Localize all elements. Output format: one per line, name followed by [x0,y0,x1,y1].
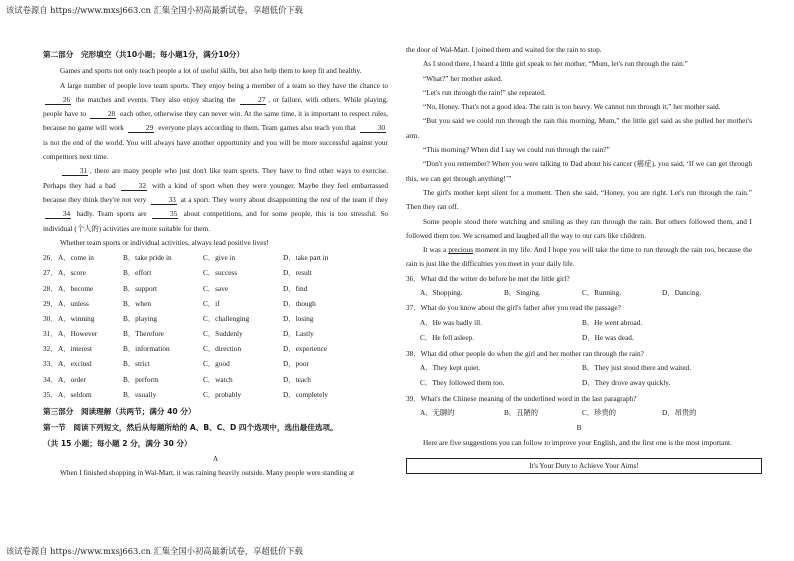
option-d[interactable]: D．find [283,283,308,293]
option-c[interactable]: C．They followed them too. [420,378,505,388]
part2-heading: 第二部分 完形填空（共10小题；每小题1分，满分10分） [43,50,245,59]
option-a[interactable]: A．interest [58,344,93,354]
option-c[interactable]: C．challenging [203,313,250,323]
option-a[interactable]: A．无聊的 [420,407,455,417]
question-38 [406,347,752,392]
option-c[interactable]: C．good [203,359,230,369]
passage-line: Some people stood there watching and smiling as they ran through the rain. But others followed them, and I followed them too. We screamed and laughed all the way to our cars like children. [406,216,752,240]
option-b[interactable]: B．effort [123,268,152,278]
question-stem: 39．What's the Chinese meaning of the underlined word in the last paragraph? [406,393,637,403]
option-row [406,406,752,421]
cloze-paragraph-2: A large number of people love team sports. They enjoy being a member of a team so they have the chance to 26 the matches and events. They also enjoy sharing the 27 , or failure, with others. While playing, people have to 28 each other, otherwise they can never win. At the same time, it is important to respect rules, because no game will work 29 everyone plays according to them. Team games also teach you that 30 is not the end of the world. You will always have another opportunity and you will be more successful against your competitors next time. [43,80,388,162]
passage-line: “Don't you remember? When you were talking to Dad about his cancer (癌症), you said, ‘If we can get through this, we can get through anything!’” [406,159,752,183]
watermark-top: 该试卷源自 https://www.mxsj663.cn 汇集全国小初高最新试卷，享超低价下载 [6,5,303,15]
option-d[interactable]: D．They drove away quickly. [582,378,671,388]
option-d[interactable]: D．experience [283,344,328,354]
question-stem: 38．What did other people do when the girl and her mother ran through the rain? [406,348,644,358]
option-b[interactable]: B．丑陋的 [504,407,539,417]
option-c[interactable]: C．珍贵的 [582,407,617,417]
option-a[interactable]: A．unless [58,298,89,308]
option-a[interactable]: A．come in [58,253,94,263]
blank-35[interactable]: 35 [152,209,178,219]
question-37 [406,301,752,346]
passage-b-title-box: It's Your Duty to Achieve Your Aims! [406,458,762,474]
option-row: 31． A．However B．Therefore C．Suddenly D．Lastly [43,327,388,342]
blank-29[interactable]: 29 [128,123,154,133]
option-c[interactable]: C．direction [203,344,242,354]
option-a[interactable]: A．winning [58,313,95,323]
passage-line: As I stood there, I heard a little girl speak to her mother, “Mum, let's run through the rain.” [423,59,688,69]
passage-b-intro: Here are five suggestions you can follow to improve your English, and the first one is the most important. [423,437,732,447]
option-a[interactable]: A．Shopping. [420,288,463,298]
option-row: 34． A．order B．perform C．watch D．teach [43,373,388,388]
watermark-bottom: 该试卷源自 https://www.mxsj663.cn 汇集全国小初高最新试卷，享超低价下载 [6,546,303,556]
underlined-word: precious [448,245,474,255]
option-row [406,286,752,301]
blank-27[interactable]: 27 [240,95,266,105]
option-c[interactable]: C．save [203,283,229,293]
blank-30[interactable]: 30 [360,123,386,133]
option-a[interactable]: A．However [58,329,98,339]
passage-b-label: B [576,423,582,433]
option-b[interactable]: B．take pride in [123,253,172,263]
section1-detail: （共 15 小题；每小题 2 分，满分 30 分） [43,439,192,449]
section1-heading: 第一节 阅读下列短文，然后从每题所给的 A、B、C、D 四个选项中，选出最佳选项。 [43,423,338,433]
option-row [406,316,752,331]
option-d[interactable]: D．take part in [283,253,329,263]
blank-34[interactable]: 34 [45,209,71,219]
question-36 [406,272,752,302]
option-b[interactable]: B．support [123,283,158,293]
blank-31[interactable]: 31 [62,166,88,176]
right-column [406,43,752,474]
option-a[interactable]: A．excited [58,359,92,369]
passage-line: “What?” her mother asked. [423,73,503,83]
option-row: 35． A．seldom B．usually C．probably D．completely [43,388,388,403]
option-c[interactable]: C．if [203,298,220,308]
option-b[interactable]: B．Therefore [123,329,164,339]
option-b[interactable]: B．Singing. [504,288,541,298]
option-row [406,361,752,376]
passage-line: “Let's run through the rain!” she repeated. [423,87,546,97]
option-b[interactable]: B．They just stood there and waited. [582,362,692,372]
option-c[interactable]: C．give in [203,253,236,263]
passage-line: “No, Honey. That's not a good idea. The rain is too heavy. We cannot run through it,” her mother said. [423,102,721,112]
option-b[interactable]: B．playing [123,313,158,323]
passage-a-label: A [212,454,219,464]
cloze-paragraph-1: Games and sports not only teach people a lot of useful skills, but also help them to keep fit and healthy. [60,66,362,76]
part3-heading: 第三部分 阅读理解（共两节；满分 40 分） [43,407,196,417]
option-c[interactable]: C．Suddenly [203,329,243,339]
option-row: 28． A．become B．support C．save D．find [43,282,388,297]
option-a[interactable]: A．order [58,374,86,384]
passage-line: the door of Wal-Mart. I joined them and waited for the rain to stop. [406,45,602,54]
question-39 [406,392,752,422]
option-d[interactable]: D．Dancing. [662,288,702,298]
option-d[interactable]: D．result [283,268,312,278]
option-c[interactable]: C．probably [203,389,242,399]
option-b[interactable]: B．when [123,298,151,308]
blank-33[interactable]: 33 [151,195,177,205]
option-row: 29． A．unless B．when C．if D．though [43,297,388,312]
option-d[interactable]: D．losing [283,313,314,323]
option-c[interactable]: C．success [203,268,238,278]
option-row [406,376,752,391]
option-a[interactable]: A．They kept quiet. [420,362,481,372]
passage-last-paragraph: It was a precious moment in my life. And I hope you will take the time to run through the rain too, because the rain is just like the difficulties you meet in your daily life. [406,245,752,269]
cloze-paragraph-4: Whether team sports or individual activities, always lead positive lives! [60,237,269,247]
question-stem: 36．What did the writer do before he met the little girl? [406,273,570,283]
option-row: 30． A．winning B．playing C．challenging D．losing [43,312,388,327]
option-b[interactable]: B．information [123,344,170,354]
option-a[interactable]: A．seldom [58,389,92,399]
cloze-options [43,251,388,403]
option-row: 33． A．excited B．strict C．good D．poor [43,357,388,372]
option-b[interactable]: B．perform [123,374,159,384]
passage-line: “This morning? When did I say we could run through the rain?” [423,145,610,155]
passage-line: “But you said we could run through the rain this morning, Mum,” the little girl said as she pulled her mother's arm. [406,116,752,140]
option-d[interactable]: D．昂贵的 [662,407,697,417]
option-d[interactable]: D．completely [283,389,328,399]
option-d[interactable]: D．He was dead. [582,333,634,343]
option-d[interactable]: D．poor [283,359,309,369]
question-stem: 37．What do you know about the girl's father after you read the passage? [406,303,621,313]
option-row [406,331,752,346]
left-column [43,44,388,481]
blank-26[interactable]: 26 [45,95,71,105]
option-row: 27． A．score B．effort C．success D．result [43,266,388,281]
option-b[interactable]: B．He went abroad. [582,317,643,327]
option-c[interactable]: C．watch [203,374,233,384]
option-a[interactable]: A．score [58,268,86,278]
passage-a-start: When I finished shopping in Wal-Mart, it was raining heavily outside. Many people were standing at [60,468,355,478]
option-d[interactable]: D．teach [283,374,311,384]
option-d[interactable]: D．Lastly [283,329,314,339]
option-a[interactable]: A．become [58,283,94,293]
option-d[interactable]: D．though [283,298,316,308]
option-c[interactable]: C．He fell asleep. [420,333,475,343]
blank-28[interactable]: 28 [90,109,116,119]
option-row: 26． A．come in B．take pride in C．give in D．take part in [43,251,388,266]
option-b[interactable]: B．strict [123,359,150,369]
option-a[interactable]: A．He was badly ill. [420,317,483,327]
passage-line: The girl's mother kept silent for a moment. Then she said, “Honey, you are right. Let's run through the rain.” Then they ran off. [406,187,752,212]
blank-32[interactable]: 32 [121,181,147,191]
cloze-paragraph-3: 31 , there are many people who just don't like team sports. They have to find other ways to exercise. Perhaps they had a bad 32 with a kind of sport when they were younger. Maybe they feel embarrassed because they think they're not very 33 at a sport. They worry about disappointing the rest of the team if they 34 badly. Team sports are 35 about competitions, and for some people, this is too stressful. So individual (个人的) activities are more suitable for them. [43,166,389,233]
option-b[interactable]: B．usually [123,389,157,399]
option-c[interactable]: C．Running. [582,288,622,298]
option-row: 32． A．interest B．information C．direction D．experience [43,342,388,357]
